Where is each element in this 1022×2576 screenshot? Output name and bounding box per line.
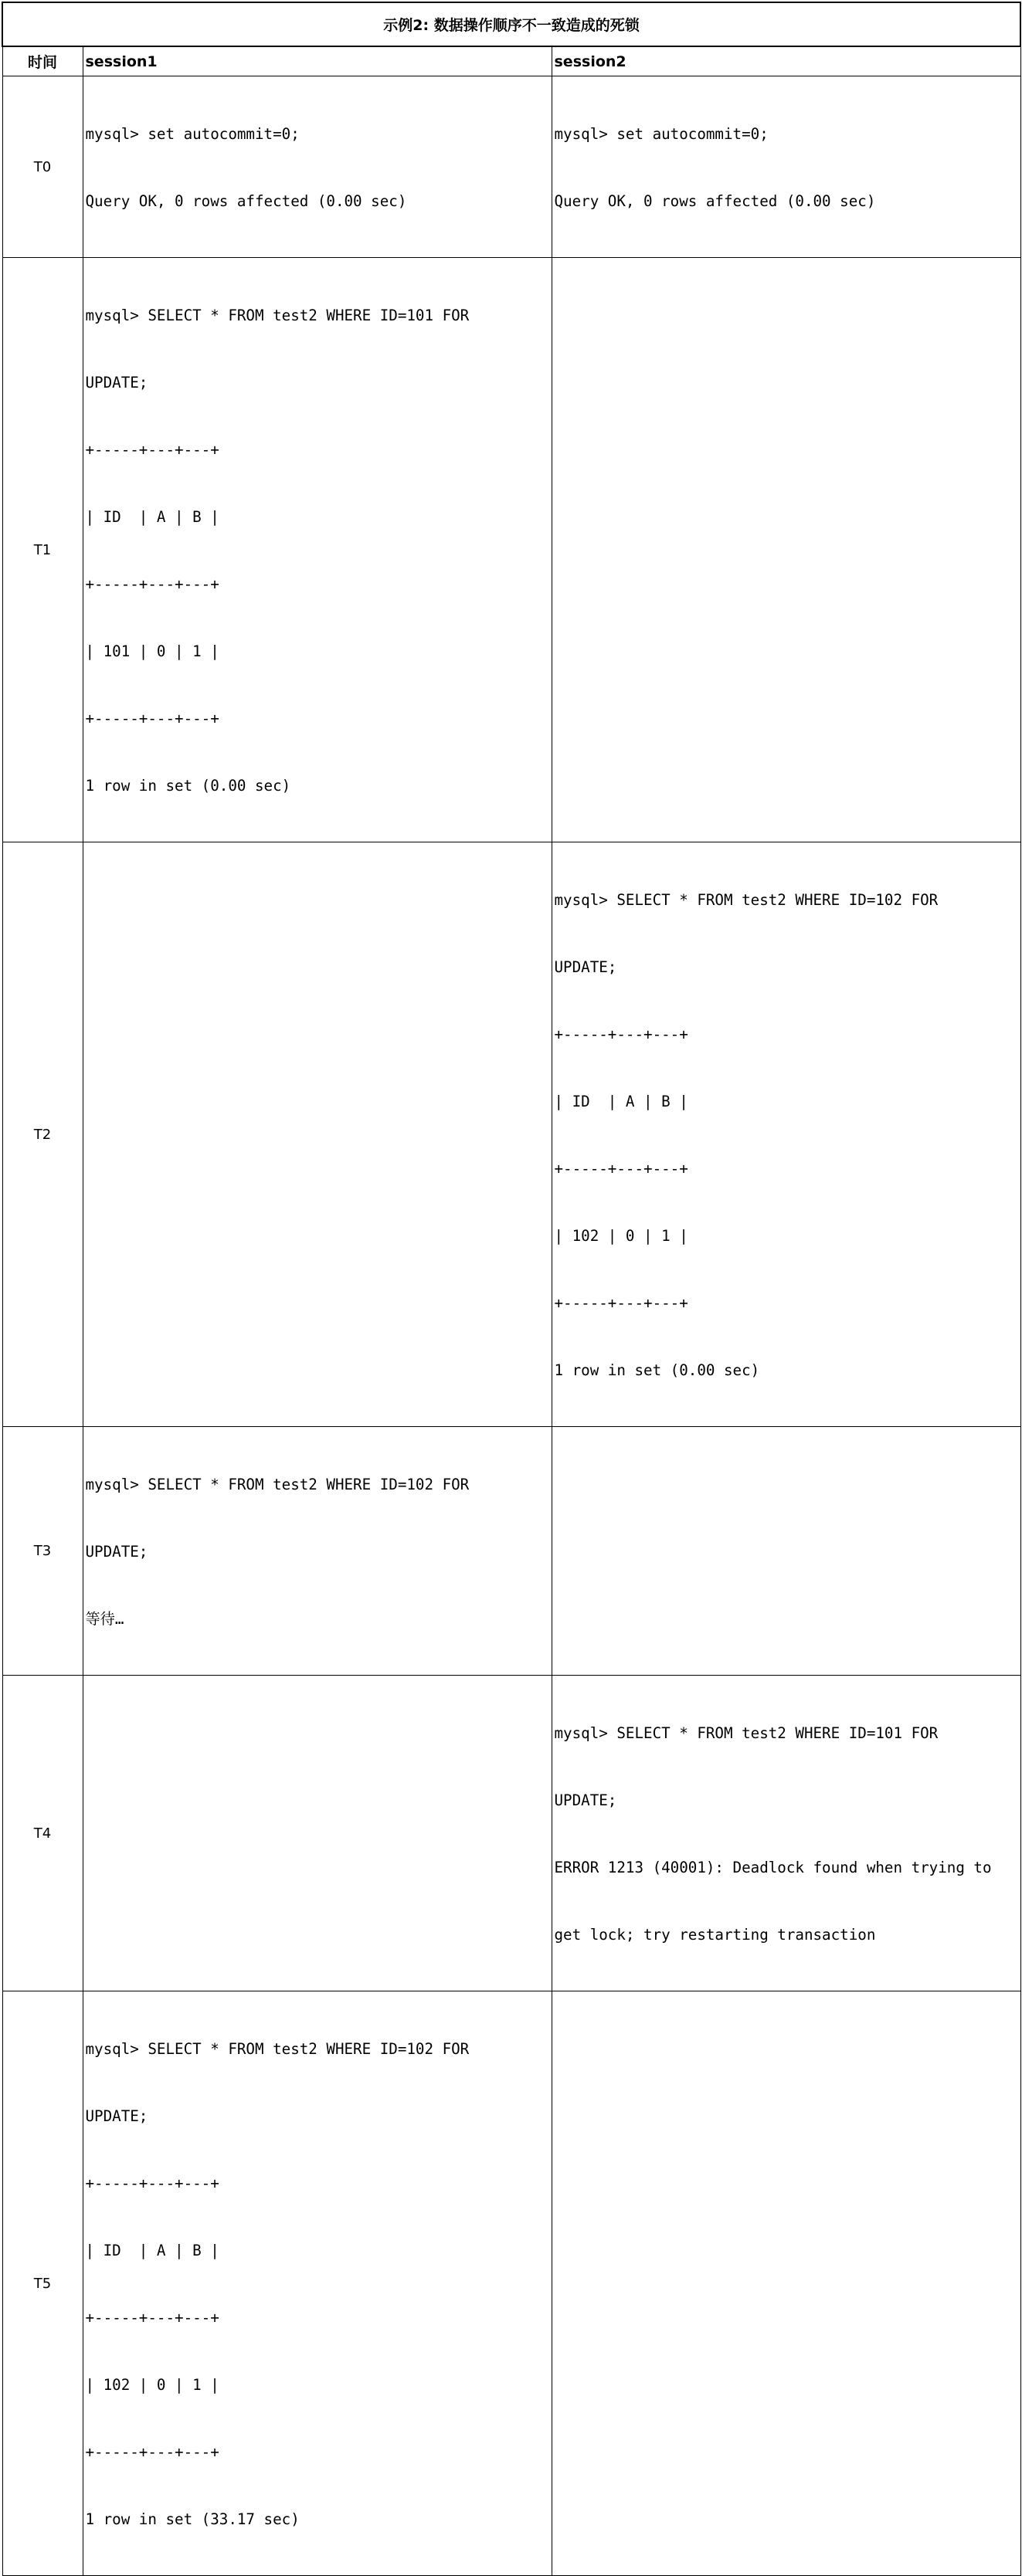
session2-column-header: session2: [552, 46, 1020, 76]
code-line: UPDATE;: [85, 1543, 148, 1561]
code-line: | 102 | 0 | 1 |: [85, 2376, 219, 2394]
code-line: +-----+---+---+: [85, 2309, 219, 2327]
time-cell: T5: [2, 1991, 83, 2576]
code-line: ERROR 1213 (40001): Deadlock found when trying to: [554, 1859, 992, 1876]
code-line: Query OK, 0 rows affected (0.00 sec): [85, 192, 407, 210]
table-row: [2, 1991, 1020, 2576]
code-line: mysql> set autocommit=0;: [554, 125, 769, 143]
session1-column-header: session1: [83, 46, 552, 76]
code-line: mysql> SELECT * FROM test2 WHERE ID=102 FOR: [554, 891, 939, 909]
table-row: [2, 258, 1020, 842]
session2-cell: [552, 842, 1020, 1427]
code-line: mysql> SELECT * FROM test2 WHERE ID=102 FOR: [85, 1476, 470, 1493]
time-cell: T2: [2, 842, 83, 1427]
code-line: mysql> SELECT * FROM test2 WHERE ID=101 FOR: [85, 307, 470, 324]
code-line: mysql> set autocommit=0;: [85, 125, 300, 143]
time-column-header: 时间: [2, 46, 83, 76]
code-line: +-----+---+---+: [85, 441, 219, 459]
session1-cell: [83, 1427, 552, 1676]
session2-cell: [552, 1427, 1020, 1676]
session2-cell: [552, 1991, 1020, 2576]
session1-cell: [83, 76, 552, 258]
session1-cell: [83, 1676, 552, 1991]
code-line: mysql> SELECT * FROM test2 WHERE ID=101 FOR: [554, 1724, 939, 1742]
session1-cell: [83, 1991, 552, 2576]
code-line: 1 row in set (0.00 sec): [85, 777, 291, 795]
code-line: 等待…: [85, 1610, 124, 1628]
code-line: UPDATE;: [85, 374, 148, 391]
session1-cell: [83, 842, 552, 1427]
code-line: UPDATE;: [85, 2107, 148, 2125]
time-cell: T1: [2, 258, 83, 842]
deadlock-example-table: [2, 2, 1021, 2576]
session2-cell: [552, 1676, 1020, 1991]
code-line: +-----+---+---+: [554, 1294, 688, 1312]
table-row: [2, 1676, 1020, 1991]
code-line: Query OK, 0 rows affected (0.00 sec): [554, 192, 876, 210]
code-line: UPDATE;: [554, 1791, 617, 1809]
header-row: [2, 46, 1020, 76]
table-row: [2, 1427, 1020, 1676]
code-line: get lock; try restarting transaction: [554, 1926, 876, 1944]
code-line: +-----+---+---+: [554, 1160, 688, 1178]
code-line: mysql> SELECT * FROM test2 WHERE ID=102 FOR: [85, 2040, 470, 2058]
title-row: [2, 2, 1020, 46]
code-line: | 101 | 0 | 1 |: [85, 642, 219, 660]
session1-cell: [83, 258, 552, 842]
code-line: +-----+---+---+: [85, 2174, 219, 2192]
code-line: UPDATE;: [554, 958, 617, 976]
code-line: +-----+---+---+: [85, 2443, 219, 2461]
table-title: 示例2: 数据操作顺序不一致造成的死锁: [2, 2, 1020, 46]
time-cell: T0: [2, 76, 83, 258]
session2-cell: [552, 258, 1020, 842]
session2-cell: [552, 76, 1020, 258]
code-line: | 102 | 0 | 1 |: [554, 1227, 688, 1245]
time-cell: T3: [2, 1427, 83, 1676]
time-cell: T4: [2, 1676, 83, 1991]
code-line: +-----+---+---+: [85, 710, 219, 727]
code-line: +-----+---+---+: [85, 575, 219, 593]
table-row: [2, 842, 1020, 1427]
table-row: [2, 76, 1020, 258]
code-line: | ID | A | B |: [85, 508, 219, 526]
code-line: 1 row in set (33.17 sec): [85, 2510, 300, 2528]
code-line: | ID | A | B |: [85, 2242, 219, 2259]
code-line: +-----+---+---+: [554, 1025, 688, 1043]
code-line: | ID | A | B |: [554, 1093, 688, 1110]
code-line: 1 row in set (0.00 sec): [554, 1361, 760, 1379]
